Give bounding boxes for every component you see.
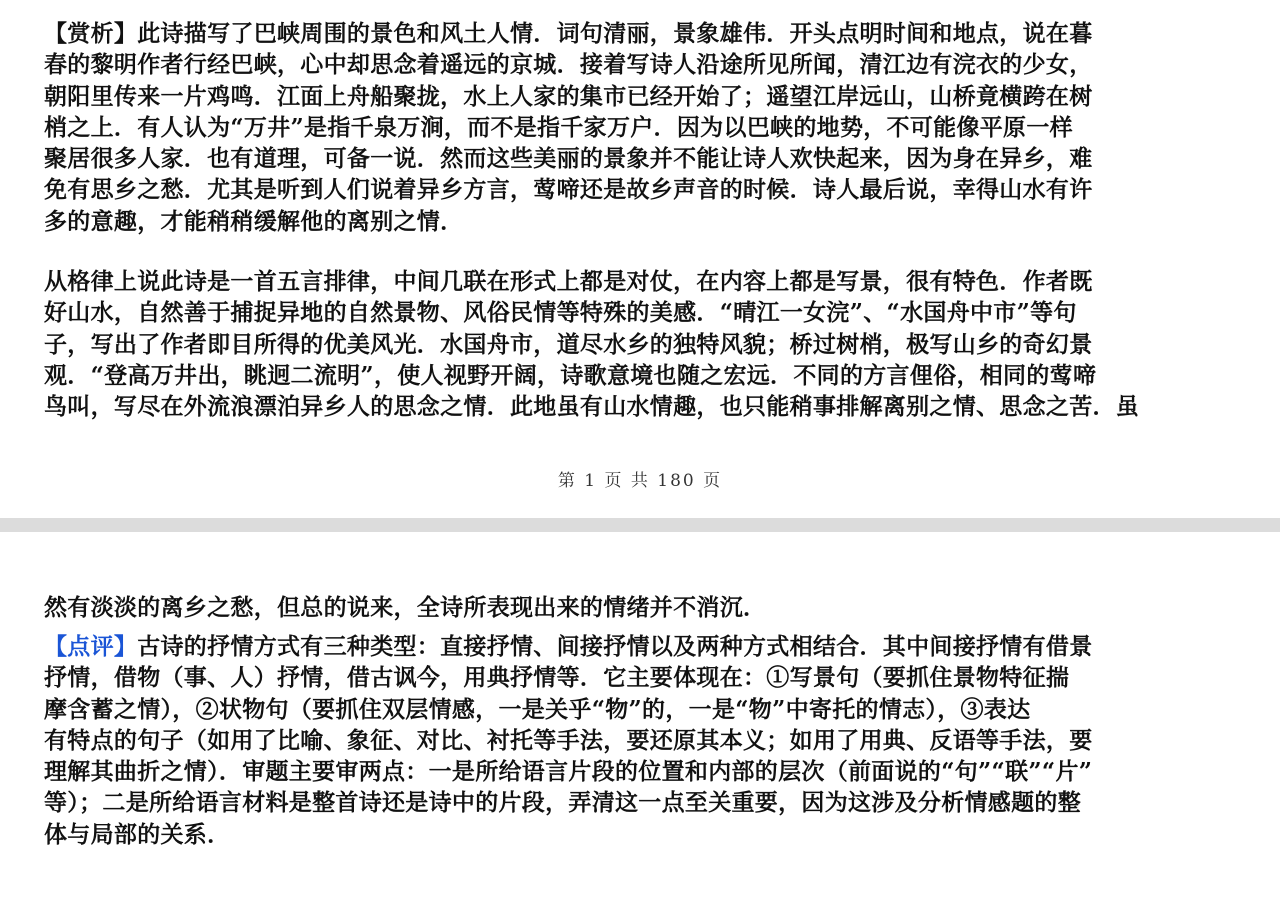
appreciation-paragraph	[44, 18, 1256, 237]
appreciation-line: 梢之上．有人认为“万井”是指千泉万涧，而不是指千家万户．因为以巴峡的地势，不可能像平原一样	[44, 113, 1073, 141]
rhythm-line: 好山水，自然善于捕捉异地的自然景物、风俗民情等特殊的美感．“晴江一女浣”、“水国舟中市”等句	[44, 299, 1077, 327]
rhythm-line: 从格律上说此诗是一首五言排律，中间几联在形式上都是对仗，在内容上都是写景，很有特色．作者既	[44, 268, 1093, 295]
appreciation-tag: 【赏析】	[44, 20, 138, 47]
comment-line: 摩含蓄之情），②状物句（要抓住双层情感，一是关乎“物”的，一是“物”中寄托的情志），③表达	[44, 695, 1031, 723]
comment-line: 体与局部的关系．	[44, 820, 231, 848]
rhythm-line: 子，写出了作者即目所得的优美风光．水国舟市，道尽水乡的独特风貌；桥过树梢，极写山乡的奇幻景	[44, 330, 1093, 358]
comment-line: 理解其曲折之情）．审题主要审两点：一是所给语言片段的位置和内部的层次（前面说的“句”“联”“片”	[44, 758, 1093, 786]
page-number-footer: 第 1 页 共 180 页	[557, 471, 723, 491]
appreciation-line: 多的意趣，才能稍稍缓解他的离别之情．	[44, 207, 464, 235]
comment-line: 等）；二是所给语言材料是整首诗还是诗中的片段，弄清这一点至关重要，因为这涉及分析情感题的整	[44, 789, 1081, 817]
appreciation-line: 免有思乡之愁．尤其是听到人们说着异乡方言，莺啼还是故乡声音的时候．诗人最后说，幸得山水有许	[44, 176, 1093, 204]
comment-line-text: 古诗的抒情方式有三种类型：直接抒情、间接抒情以及两种方式相结合．其中间接抒情有借景	[137, 633, 1093, 660]
rhythm-line: 鸟叫，写尽在外流浪漂泊异乡人的思念之情．此地虽有山水情趣，也只能稍事排解离别之情、思念之苦．虽	[44, 393, 1140, 421]
appreciation-line: 朝阳里传来一片鸡鸣．江面上舟船聚拢，水上人家的集市已经开始了；遥望江岸远山，山桥竟横跨在树	[44, 82, 1093, 110]
rhythm-paragraph	[44, 266, 1256, 422]
comment-line: 有特点的句子（如用了比喻、象征、对比、衬托等手法，要还原其本义；如用了用典、反语等手法，要	[44, 726, 1093, 754]
appreciation-line-text: 此诗描写了巴峡周围的景色和风土人情．词句清丽，景象雄伟．开头点明时间和地点，说在暮	[137, 20, 1093, 47]
appreciation-line: 聚居很多人家．也有道理，可备一说．然而这些美丽的景象并不能让诗人欢快起来，因为身在异乡，难	[44, 145, 1093, 173]
appreciation-line	[44, 18, 1256, 49]
continuation-paragraph	[44, 592, 1256, 623]
continuation-line: 然有淡淡的离乡之愁，但总的说来，全诗所表现出来的情绪并不消沉．	[44, 594, 767, 621]
appreciation-line: 春的黎明作者行经巴峡，心中却思念着遥远的京城．接着写诗人沿途所见所闻，清江边有浣衣的少女，	[44, 51, 1093, 79]
rhythm-line: 观．“登高万井出，眺迥二流明”，使人视野开阔，诗歌意境也随之宏远．不同的方言俚俗，相同的莺啼	[44, 361, 1097, 389]
page-separator	[0, 518, 1280, 532]
comment-line	[44, 631, 1256, 662]
comment-tag: 【点评】	[44, 633, 138, 660]
comment-line: 抒情，借物（事、人）抒情，借古讽今，用典抒情等．它主要体现在：①写景句（要抓住景物特征揣	[44, 664, 1070, 692]
comment-paragraph	[44, 631, 1256, 850]
